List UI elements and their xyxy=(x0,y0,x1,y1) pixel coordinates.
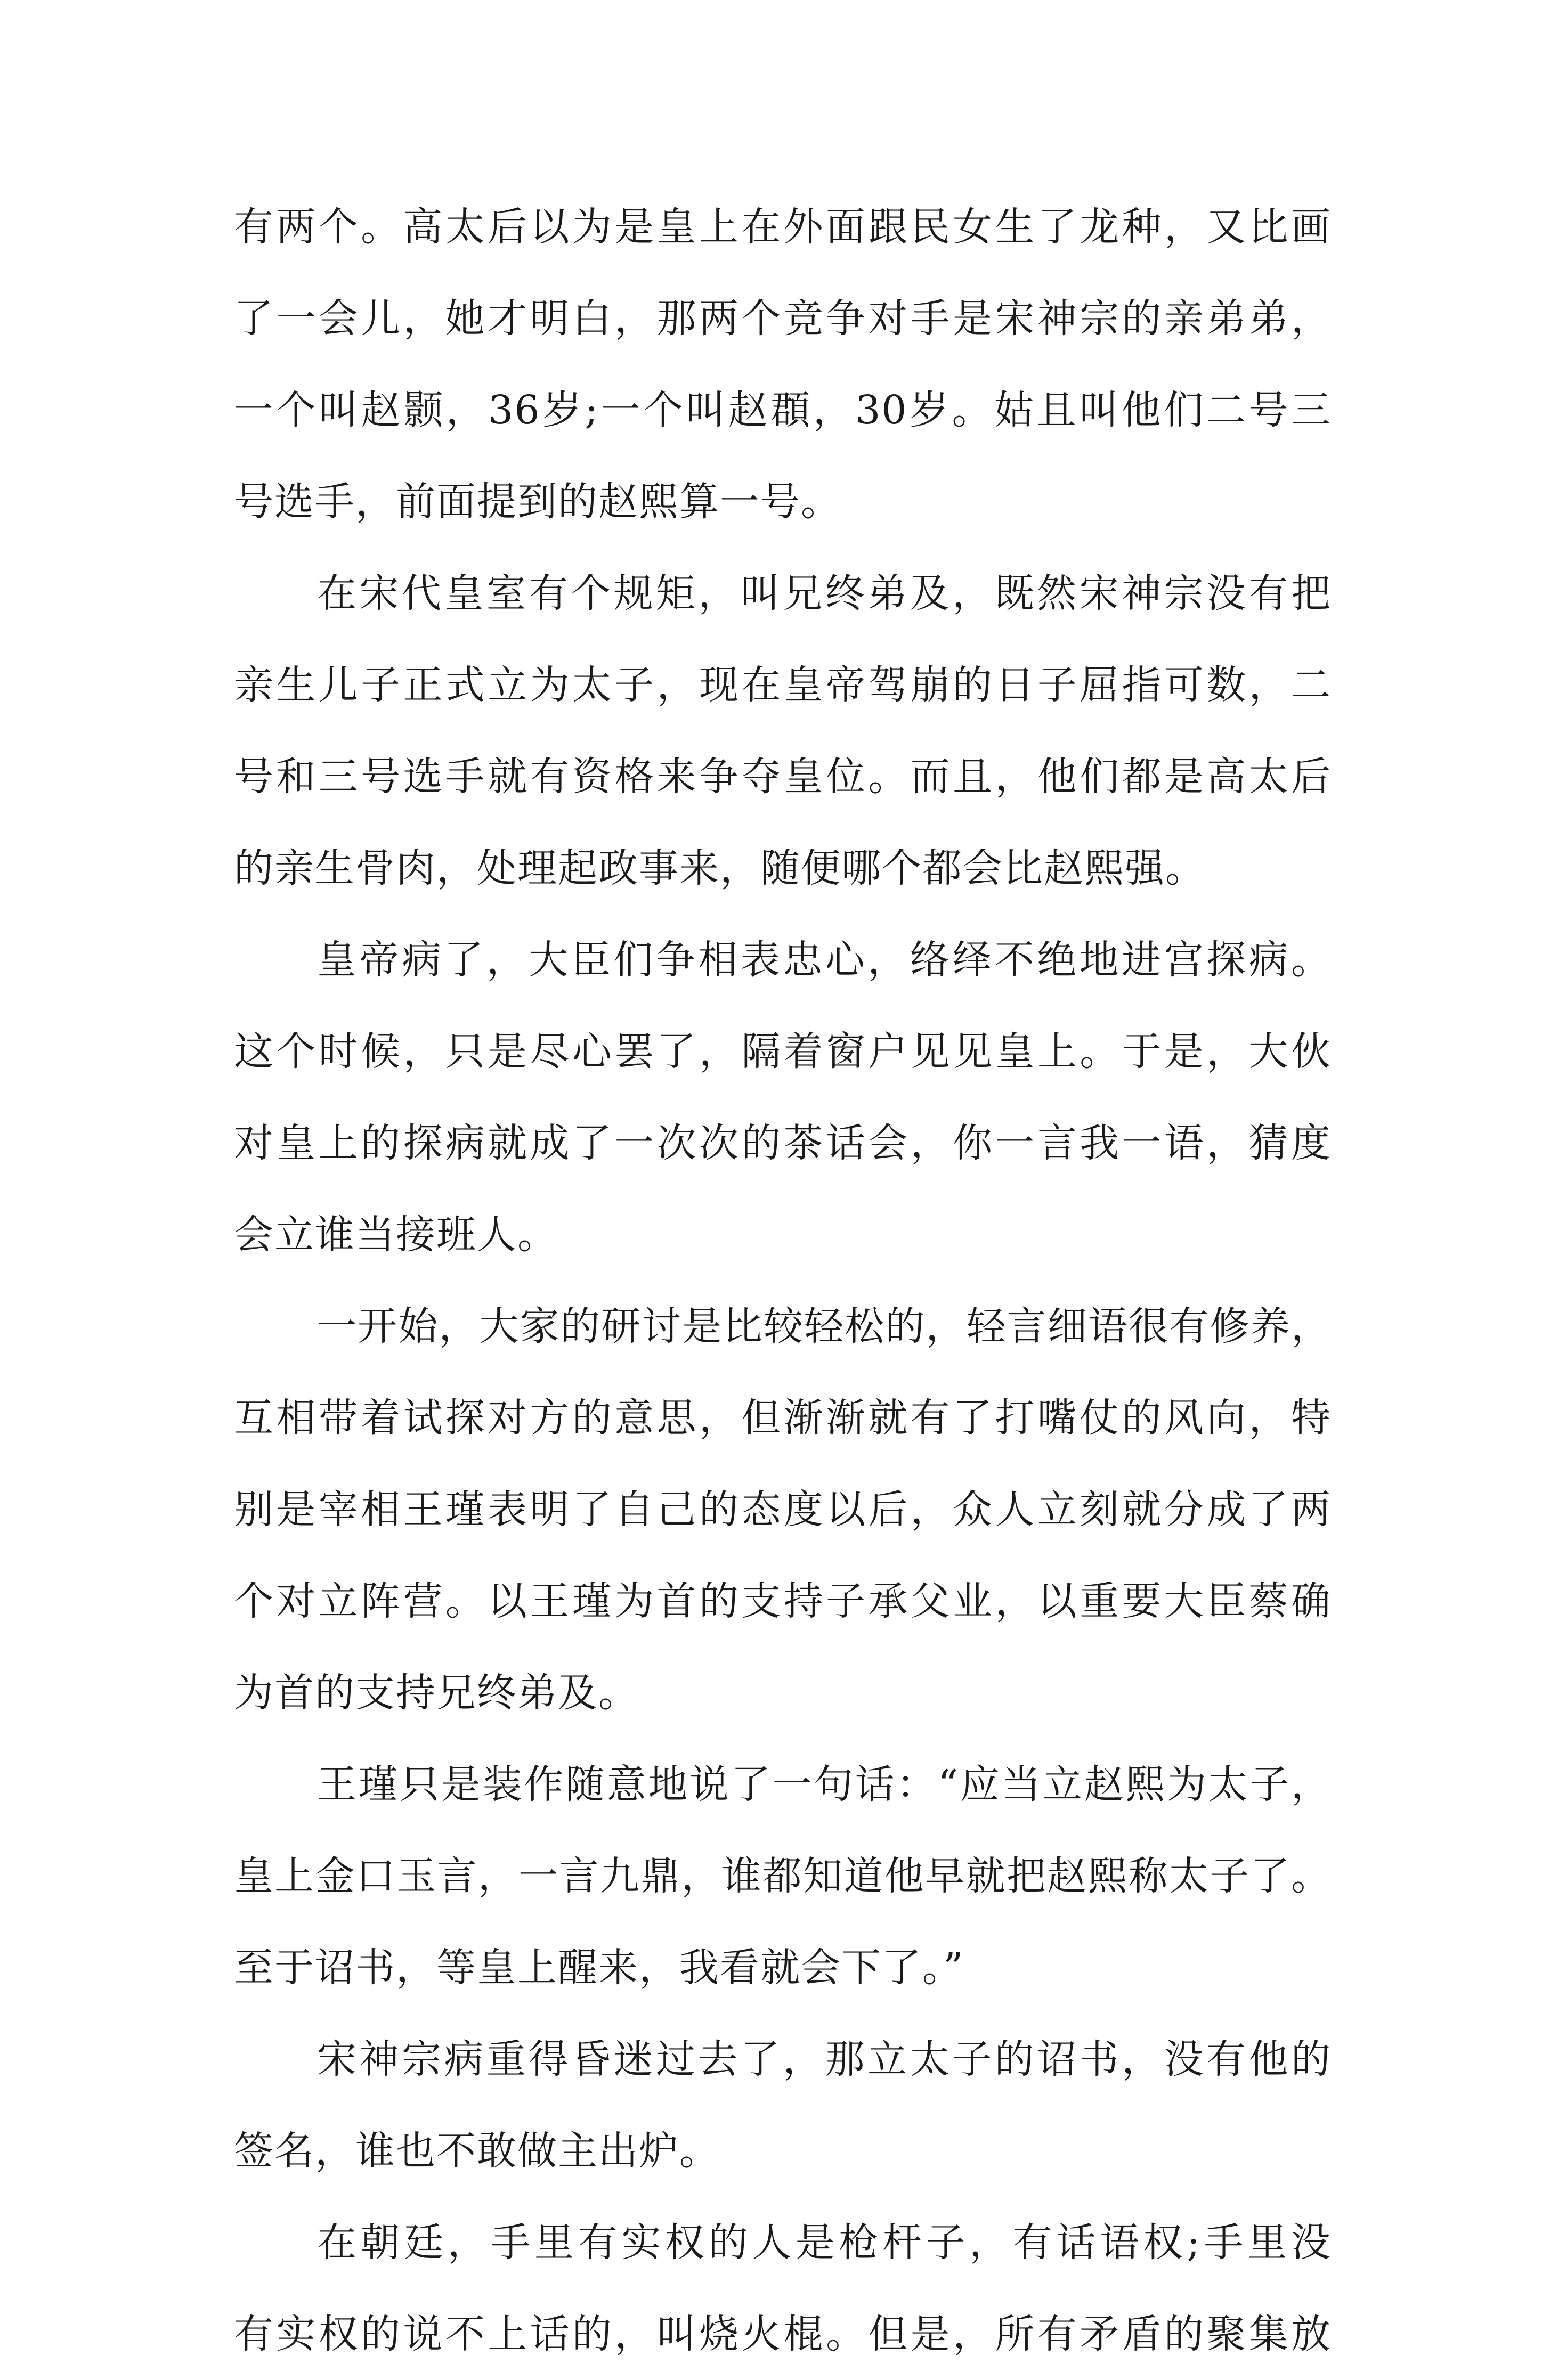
text-line: 签名，谁也不敢做主出炉。 xyxy=(234,2128,720,2174)
text-line: 对皇上的探病就成了一次次的茶话会，你一言我一语，猜度 xyxy=(234,1120,1332,1166)
text-line: 皇帝病了，大臣们争相表忠心，络绎不绝地进宫探病。 xyxy=(317,937,1332,983)
text-line: 在宋代皇室有个规矩，叫兄终弟及，既然宋神宗没有把 xyxy=(317,570,1332,616)
text-line: 号和三号选手就有资格来争夺皇位。而且，他们都是高太后 xyxy=(234,754,1332,800)
text-line: 有两个。高太后以为是皇上在外面跟民女生了龙种，又比画 xyxy=(234,204,1332,250)
text-line: 为首的支持兄终弟及。 xyxy=(234,1670,639,1716)
text-line: 会立谁当接班人。 xyxy=(234,1212,558,1258)
text-line: 这个时候，只是尽心罢了，隔着窗户见见皇上。于是，大伙 xyxy=(234,1029,1332,1074)
text-line: 王瑾只是装作随意地说了一句话：“应当立赵熙为太子， xyxy=(317,1762,1332,1807)
text-line: 亲生儿子正式立为太子，现在皇帝驾崩的日子屈指可数，二 xyxy=(234,662,1332,708)
text-line: 一开始，大家的研讨是比较轻松的，轻言细语很有修养， xyxy=(317,1303,1332,1349)
text-line: 有实权的说不上话的，叫烧火棍。但是，所有矛盾的聚集放 xyxy=(234,2311,1332,2357)
text-line: 皇上金口玉言，一言九鼎，谁都知道他早就把赵熙称太子了。 xyxy=(234,1853,1332,1899)
text-line: 个对立阵营。以王瑾为首的支持子承父业，以重要大臣蔡确 xyxy=(234,1578,1332,1624)
text-line: 宋神宗病重得昏迷过去了，那立太子的诏书，没有他的 xyxy=(317,2036,1332,2082)
text-line: 至于诏书，等皇上醒来，我看就会下了。” xyxy=(234,1945,964,1991)
text-line: 在朝廷，手里有实权的人是枪杆子，有话语权;手里没 xyxy=(317,2220,1332,2265)
text-line: 的亲生骨肉，处理起政事来，随便哪个都会比赵熙强。 xyxy=(234,845,1206,891)
text-line: 号选手，前面提到的赵熙算一号。 xyxy=(234,479,841,525)
text-line: 别是宰相王瑾表明了自己的态度以后，众人立刻就分成了两 xyxy=(234,1487,1332,1533)
body-text xyxy=(234,181,1332,2380)
text-line: 互相带着试探对方的意思，但渐渐就有了打嘴仗的风向，特 xyxy=(234,1395,1332,1441)
text-line: 一个叫赵颢，36岁;一个叫赵頵，30岁。姑且叫他们二号三 xyxy=(234,387,1332,433)
text-line: 了一会儿，她才明白，那两个竞争对手是宋神宗的亲弟弟， xyxy=(234,296,1332,341)
